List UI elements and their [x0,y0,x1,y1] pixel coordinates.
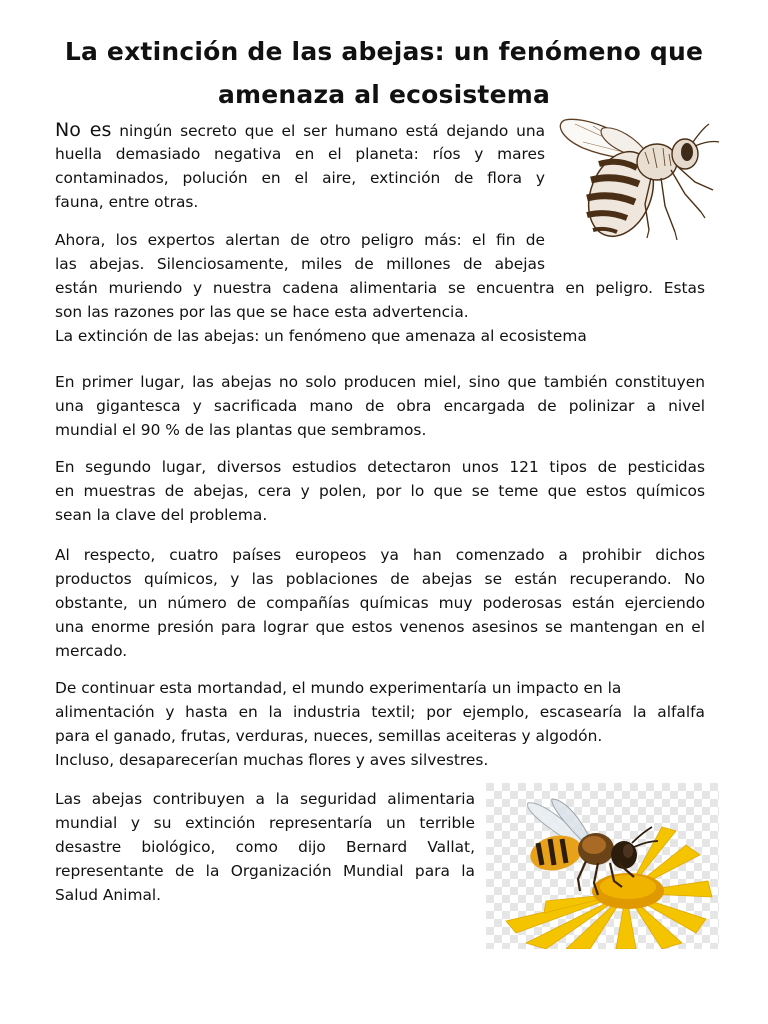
paragraph-line: Las abejas contribuyen a la seguridad alimentaria [55,790,475,808]
paragraph-line: En primer lugar, las abejas no solo producen miel, sino que también constituyen [55,373,705,391]
paragraph-line: huella demasiado negativa en el planeta: ríos y mares [55,145,545,163]
paragraph-countries [55,543,705,663]
paragraph-line: mundial el 90 % de las plantas que sembramos. [55,421,427,439]
title-line-2: amenaza al ecosistema [217,80,551,109]
paragraph-line: obstante, un número de compañías químicas muy poderosas están ejerciendo [55,594,705,612]
paragraph-line: No es ningún secreto que el ser humano está dejando una [55,119,545,141]
lead-words: No es [55,119,112,141]
paragraph-first-reason [55,370,705,442]
paragraph-line: Salud Animal. [55,886,162,904]
paragraph-line: En segundo lugar, diversos estudios detectaron unos 121 tipos de pesticidas [55,458,705,476]
paragraph-line: para el ganado, frutas, verduras, nueces, semillas aceiteras y algodón. [55,727,603,745]
paragraph-intro [55,118,545,214]
paragraph-consequences [55,676,705,772]
paragraph-line: La extinción de las abejas: un fenómeno que amenaza al ecosistema [55,327,587,345]
paragraph-line: mundial y su extinción representaría un terrible [55,814,475,832]
title-line-1: La extinción de las abejas: un fenómeno que [64,37,704,66]
paragraph-line: Al respecto, cuatro países europeos ya han comenzado a prohibir dichos [55,546,705,564]
paragraph-line: Ahora, los expertos alertan de otro peligro más: el fin de [55,231,545,249]
paragraph-line: Incluso, desaparecerían muchas flores y aves silvestres. [55,751,489,769]
paragraph-line: fauna, entre otras. [55,193,199,211]
article-title [40,30,728,116]
paragraph-line: sean la clave del problema. [55,506,268,524]
paragraph-line: desastre biológico, como dijo Bernard Vallat, [55,838,475,856]
bee-on-flower-icon [486,783,719,949]
paragraph-line: son las razones por las que se hace esta advertencia. [55,303,469,321]
paragraph-line: una enorme presión para lograr que estos venenos asesinos se mantengan en el [55,618,705,636]
paragraph-line: las abejas. Silenciosamente, miles de millones de abejas [55,255,545,273]
paragraph-line: productos químicos, y las poblaciones de abejas se están recuperando. No [55,570,705,588]
paragraph-line: alimentación y hasta en la industria textil; por ejemplo, escasearía la alfalfa [55,703,705,721]
paragraph-line: De continuar esta mortandad, el mundo experimentaría un impacto en la [55,679,622,697]
bee-sketch-icon [553,112,725,260]
paragraph-line: representante de la Organización Mundial para la [55,862,475,880]
paragraph-line: mercado. [55,642,128,660]
paragraph-line: una gigantesca y sacrificada mano de obra encargada de polinizar a nivel [55,397,705,415]
paragraph-second-reason [55,455,705,527]
paragraph-line: contaminados, polución en el aire, extinción de flora y [55,169,545,187]
paragraph-line: en muestras de abejas, cera y polen, por lo que se teme que estos químicos [55,482,705,500]
paragraph-line: están muriendo y nuestra cadena alimentaria se encuentra en peligro. Estas [55,279,705,297]
paragraph-food-security [55,787,475,907]
